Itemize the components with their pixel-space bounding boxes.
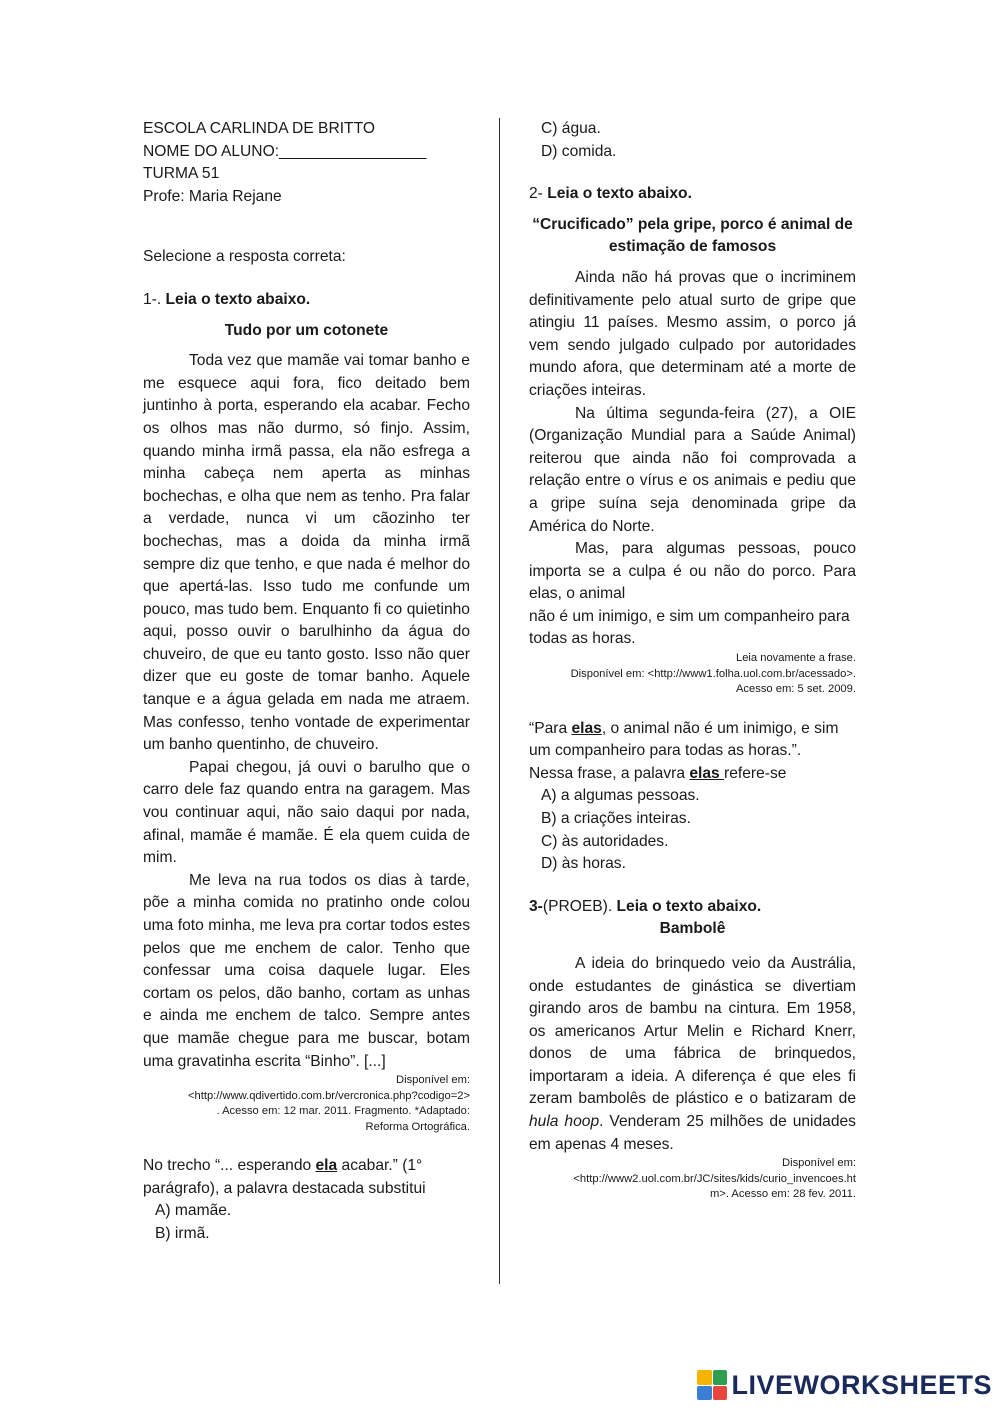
logo-square-1 [697,1370,712,1385]
q2-option-a[interactable]: A) a algumas pessoas. [541,787,700,805]
teacher-label: Profe: Maria Rejane [143,187,282,205]
q2-question: Nessa frase, a palavra elas refere-se [529,764,787,782]
q1-paragraph-1: Toda vez que mamãe vai tomar banho e me esquece aqui fora, fico deitado bem juntinho à porta, esperando ela acabar. Fecho os olhos mas não durmo, só finjo. Assim, quando minha irmã passa, ela não esfrega a minha cabeça nem aperta as minhas bochechas, e olha que nem as tenho. Pra falar a verdade, nunca vi um cãozinho ter bochechas, mas a doida da minha irmã sempre diz que tenho, e que nada é melhor do que apertá-las. Isso tudo me confunde um pouco, mas tudo bem. Enquanto fi co quietinho aqui, posso ouvir o barulhinho da água do chuveiro, de que eu tanto gosto. Isso não quer dizer que eu goste de tomar banho. Aquele tanque e a água gelada em nada me atraem. Mas confesso, tenho vontade de experimentar um banho quentinho, de chuveiro. [143,352,470,754]
right-column [529,118,856,1203]
q2-title: “Crucificado” pela gripe, porco é animal de estimação de famosos [532,215,853,256]
q2-paragraph-3: Mas, para algumas pessoas, pouco importa se a culpa é ou não do porco. Para elas, o animal [529,540,856,603]
q3-source: Disponível em: <http://www2.uol.com.br/JC/sites/kids/curio_invencoes.ht m>. Acesso em: 28 fev. 2011. [573,1157,856,1201]
student-name-field: NOME DO ALUNO:_________________ [143,142,427,160]
q2-paragraph-1: Ainda não há provas que o incriminem definitivamente pelo atual surto de gripe que atingiu 11 países. Mesmo assim, o porco já vem sendo julgado culpado por autoridades mundo afora, que determinam até a morte de criações inteiras. [529,268,856,399]
q1-option-a[interactable]: A) mamãe. [155,1202,232,1220]
liveworksheets-logo [697,1365,992,1405]
q1-paragraph-3: Me leva na rua todos os dias à tarde, põe a minha comida no pratinho onde colou uma foto minha, me leva pra cortar todos estes pelos que me enchem de calor. Tenho que confessar uma coisa daquele lugar. Eles cortam os pelos, dão banho, cortam as unhas e ainda me enchem de talco. Sempre antes que mamãe chegue para me buscar, botam uma gravatinha escrita “Binho”. [...] [143,871,470,1070]
q2-heading: 2- Leia o texto abaixo. [529,185,692,203]
q3-paragraph: A ideia do brinquedo veio da Austrália, onde estudantes de ginástica se divertiam girando aros de bambu na cintura. Em 1958, os americanos Artur Melin e Richard Knerr, donos de uma fábrica de brinquedos, importaram a ideia. A diferença é que eles fi zeram bambolês de plástico e o batizaram de hula hoop. Venderam 25 milhões de unidades em apenas 4 meses. [529,954,856,1153]
q3-heading: 3-(PROEB). Leia o texto abaixo. [529,897,762,915]
q1-paragraph-2: Papai chegou, já ouvi o barulho que o carro dele faz quando entra na garagem. Mas vou continuar aqui, não saio daqui por nada, afinal, mamãe é mamãe. É ela quem cuida de mim. [143,758,470,867]
q2-paragraph-2: Na última segunda-feira (27), a OIE (Organização Mundial para a Saúde Animal) reiterou que ainda não foi comprovada a relação entre o vírus e os animais e pediu que a gripe suína seja denominada gripe da América do Norte. [529,404,856,535]
class-label: TURMA 51 [143,165,220,183]
q2-option-c[interactable]: C) às autoridades. [541,832,669,850]
logo-square-3 [697,1386,712,1401]
q1-option-b[interactable]: B) irmã. [155,1224,210,1242]
q2-option-d[interactable]: D) às horas. [541,855,626,873]
logo-square-4 [713,1386,728,1401]
q2-option-b[interactable]: B) a criações inteiras. [541,809,691,827]
q3-title: Bambolê [659,920,726,938]
column-divider [499,118,500,1284]
logo-square-2 [713,1370,728,1385]
school-name: ESCOLA CARLINDA DE BRITTO [143,120,375,137]
logo-mark-icon [697,1370,727,1400]
q1-title: Tudo por um cotonete [224,321,389,339]
q1-source: Disponível em: <http://www.qdivertido.com.br/vercronica.php?codigo=2> . Acesso em: 12 mar. 2011. Fragmento. *Adaptado: Reforma Ortográfica. [187,1074,470,1133]
q1-question: No trecho “... esperando ela acabar.” (1° parágrafo), a palavra destacada substitui [143,1157,426,1197]
left-column [143,118,470,1246]
q2-quote: “Para elas, o animal não é um inimigo, e sim um companheiro para todas as horas.”. [529,719,839,760]
q2-paragraph-end: não é um inimigo, e sim um companheiro para todas as horas. [529,607,850,648]
q1-option-c[interactable]: C) água. [541,120,601,137]
q1-option-d[interactable]: D) comida. [541,142,617,160]
q2-source: Leia novamente a frase. Disponível em: <http://www1.folha.uol.com.br/acessado>. Acesso em: 5 set. 2009. [570,652,856,696]
instruction: Selecione a resposta correta: [143,248,346,266]
logo-text: LIVEWORKSHEETS [731,1369,992,1400]
q1-heading: 1-. Leia o texto abaixo. [143,290,311,308]
